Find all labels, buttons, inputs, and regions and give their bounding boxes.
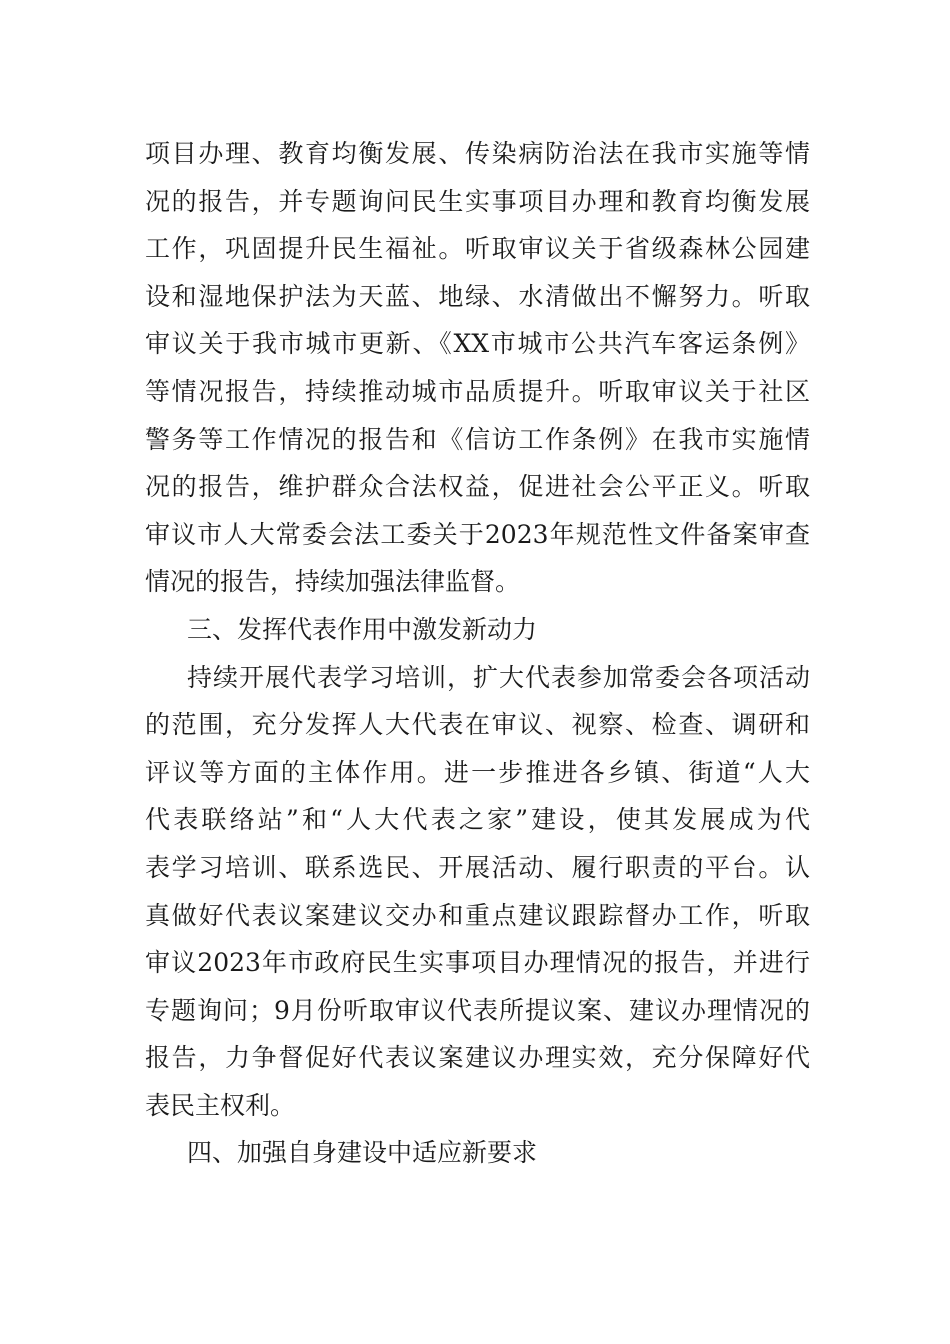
body-line: 审议市人大常委会法工委关于2023年规范性文件备案审查 [145,519,810,549]
body-line: 表学习培训、联系选民、开展活动、履行职责的平台。认 [145,852,810,882]
body-line: 审议关于我市城市更新、《XX市城市公共汽车客运条例》 [145,329,810,359]
body-line: 工作，巩固提升民生福祉。听取审议关于省级森林公园建 [145,234,810,264]
body-line: 设和湿地保护法为天蓝、地绿、水清做出不懈努力。听取 [145,281,810,311]
body-line: 的范围，充分发挥人大代表在审议、视察、检查、调研和 [145,710,810,740]
body-line: 项目办理、教育均衡发展、传染病防治法在我市实施等情 [145,139,810,168]
section-heading-4: 四、加强自身建设中适应新要求 [187,1138,538,1168]
body-line: 情况的报告，持续加强法律监督。 [145,567,521,597]
body-line: 专题询问；9月份听取审议代表所提议案、建议办理情况的 [145,995,810,1025]
body-line: 代表联络站”和“人大代表之家”建设，使其发展成为代 [145,805,810,835]
body-line: 等情况报告，持续推动城市品质提升。听取审议关于社区 [145,376,810,406]
body-line: 况的报告，维护群众合法权益，促进社会公平正义。听取 [145,472,810,502]
section-heading-3: 三、发挥代表作用中激发新动力 [187,614,538,644]
body-line: 况的报告，并专题询问民生实事项目办理和教育均衡发展 [145,186,810,216]
body-line: 表民主权利。 [145,1090,296,1120]
body-line: 真做好代表议案建议交办和重点建议跟踪督办工作，听取 [145,900,810,930]
body-line: 持续开展代表学习培训，扩大代表参加常委会各项活动 [187,662,810,692]
body-line: 审议2023年市政府民生实事项目办理情况的报告，并进行 [145,948,810,978]
body-line: 报告，力争督促好代表议案建议办理实效，充分保障好代 [145,1043,810,1073]
document-body [145,130,810,1177]
body-line: 评议等方面的主体作用。进一步推进各乡镇、街道“人大 [145,757,810,787]
body-line: 警务等工作情况的报告和《信访工作条例》在我市实施情 [145,424,810,454]
